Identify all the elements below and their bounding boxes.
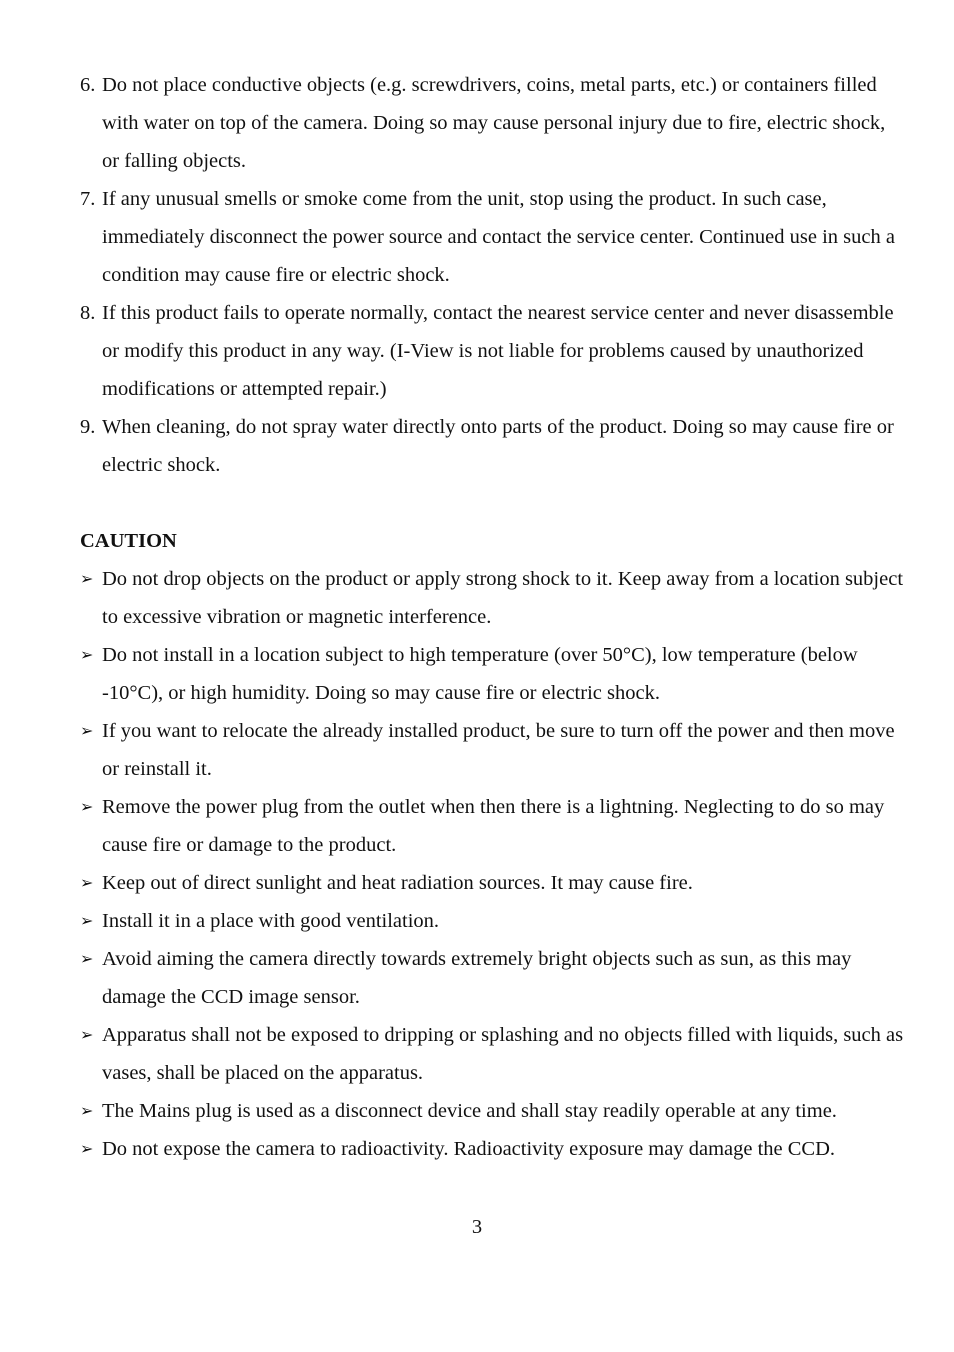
caution-item xyxy=(80,1016,905,1092)
caution-heading: CAUTION xyxy=(80,530,177,552)
caution-text: The Mains plug is used as a disconnect device and shall stay readily operable at any time. xyxy=(102,1100,837,1122)
arrow-bullet-icon: ➢ xyxy=(80,569,94,588)
warning-text: If this product fails to operate normally, contact the nearest service center and never disassemble or modify this product in any way. (I-View is not liable for problems caused by unauthorized modifications or attempted repair.) xyxy=(102,302,894,400)
caution-item xyxy=(80,788,905,864)
caution-item xyxy=(80,902,905,940)
warning-list xyxy=(80,66,905,484)
caution-item xyxy=(80,636,905,712)
warning-number: 7. xyxy=(80,188,96,210)
warning-number: 8. xyxy=(80,302,96,324)
caution-item xyxy=(80,940,905,1016)
caution-text: Avoid aiming the camera directly towards extremely bright objects such as sun, as this may damage the CCD image sensor. xyxy=(102,948,852,1008)
caution-text: Keep out of direct sunlight and heat radiation sources. It may cause fire. xyxy=(102,872,693,894)
caution-item xyxy=(80,864,905,902)
caution-text: Remove the power plug from the outlet when then there is a lightning. Neglecting to do so may cause fire or damage to the product. xyxy=(102,796,885,856)
arrow-bullet-icon: ➢ xyxy=(80,873,94,892)
caution-text: Apparatus shall not be exposed to dripping or splashing and no objects filled with liquids, such as vases, shall be placed on the apparatus. xyxy=(102,1024,904,1084)
caution-item xyxy=(80,1092,905,1130)
caution-text: Do not expose the camera to radioactivity. Radioactivity exposure may damage the CCD. xyxy=(102,1138,836,1160)
warning-text: Do not place conductive objects (e.g. screwdrivers, coins, metal parts, etc.) or containers filled with water on top of the camera. Doing so may cause personal injury due to fire, electric shock, or falling objects. xyxy=(102,74,886,172)
caution-item xyxy=(80,560,905,636)
arrow-bullet-icon: ➢ xyxy=(80,1025,94,1044)
arrow-bullet-icon: ➢ xyxy=(80,645,94,664)
page-number: 3 xyxy=(471,1216,483,1238)
warning-number: 6. xyxy=(80,74,96,96)
warning-item-8 xyxy=(80,294,905,408)
caution-item xyxy=(80,712,905,788)
caution-text: Install it in a place with good ventilation. xyxy=(102,910,440,932)
arrow-bullet-icon: ➢ xyxy=(80,1139,94,1158)
arrow-bullet-icon: ➢ xyxy=(80,797,94,816)
caution-text: Do not install in a location subject to high temperature (over 50°C), low temperature (below -10°C), or high humidity. Doing so may cause fire or electric shock. xyxy=(102,644,858,704)
arrow-bullet-icon: ➢ xyxy=(80,949,94,968)
warning-text: If any unusual smells or smoke come from the unit, stop using the product. In such case, immediately disconnect the power source and contact the service center. Continued use in such a condition may cause fire or electric shock. xyxy=(102,188,895,286)
arrow-bullet-icon: ➢ xyxy=(80,1101,94,1120)
warning-item-6 xyxy=(80,66,905,180)
arrow-bullet-icon: ➢ xyxy=(80,911,94,930)
caution-text: If you want to relocate the already installed product, be sure to turn off the power and then move or reinstall it. xyxy=(102,720,895,780)
arrow-bullet-icon: ➢ xyxy=(80,721,94,740)
caution-text: Do not drop objects on the product or apply strong shock to it. Keep away from a location subject to excessive vibration or magnetic interference. xyxy=(102,568,904,628)
warning-item-7 xyxy=(80,180,905,294)
warning-text: When cleaning, do not spray water directly onto parts of the product. Doing so may cause fire or electric shock. xyxy=(102,416,894,476)
caution-list xyxy=(80,560,905,1168)
warning-item-9 xyxy=(80,408,905,484)
caution-item xyxy=(80,1130,905,1168)
warning-number: 9. xyxy=(80,416,96,438)
